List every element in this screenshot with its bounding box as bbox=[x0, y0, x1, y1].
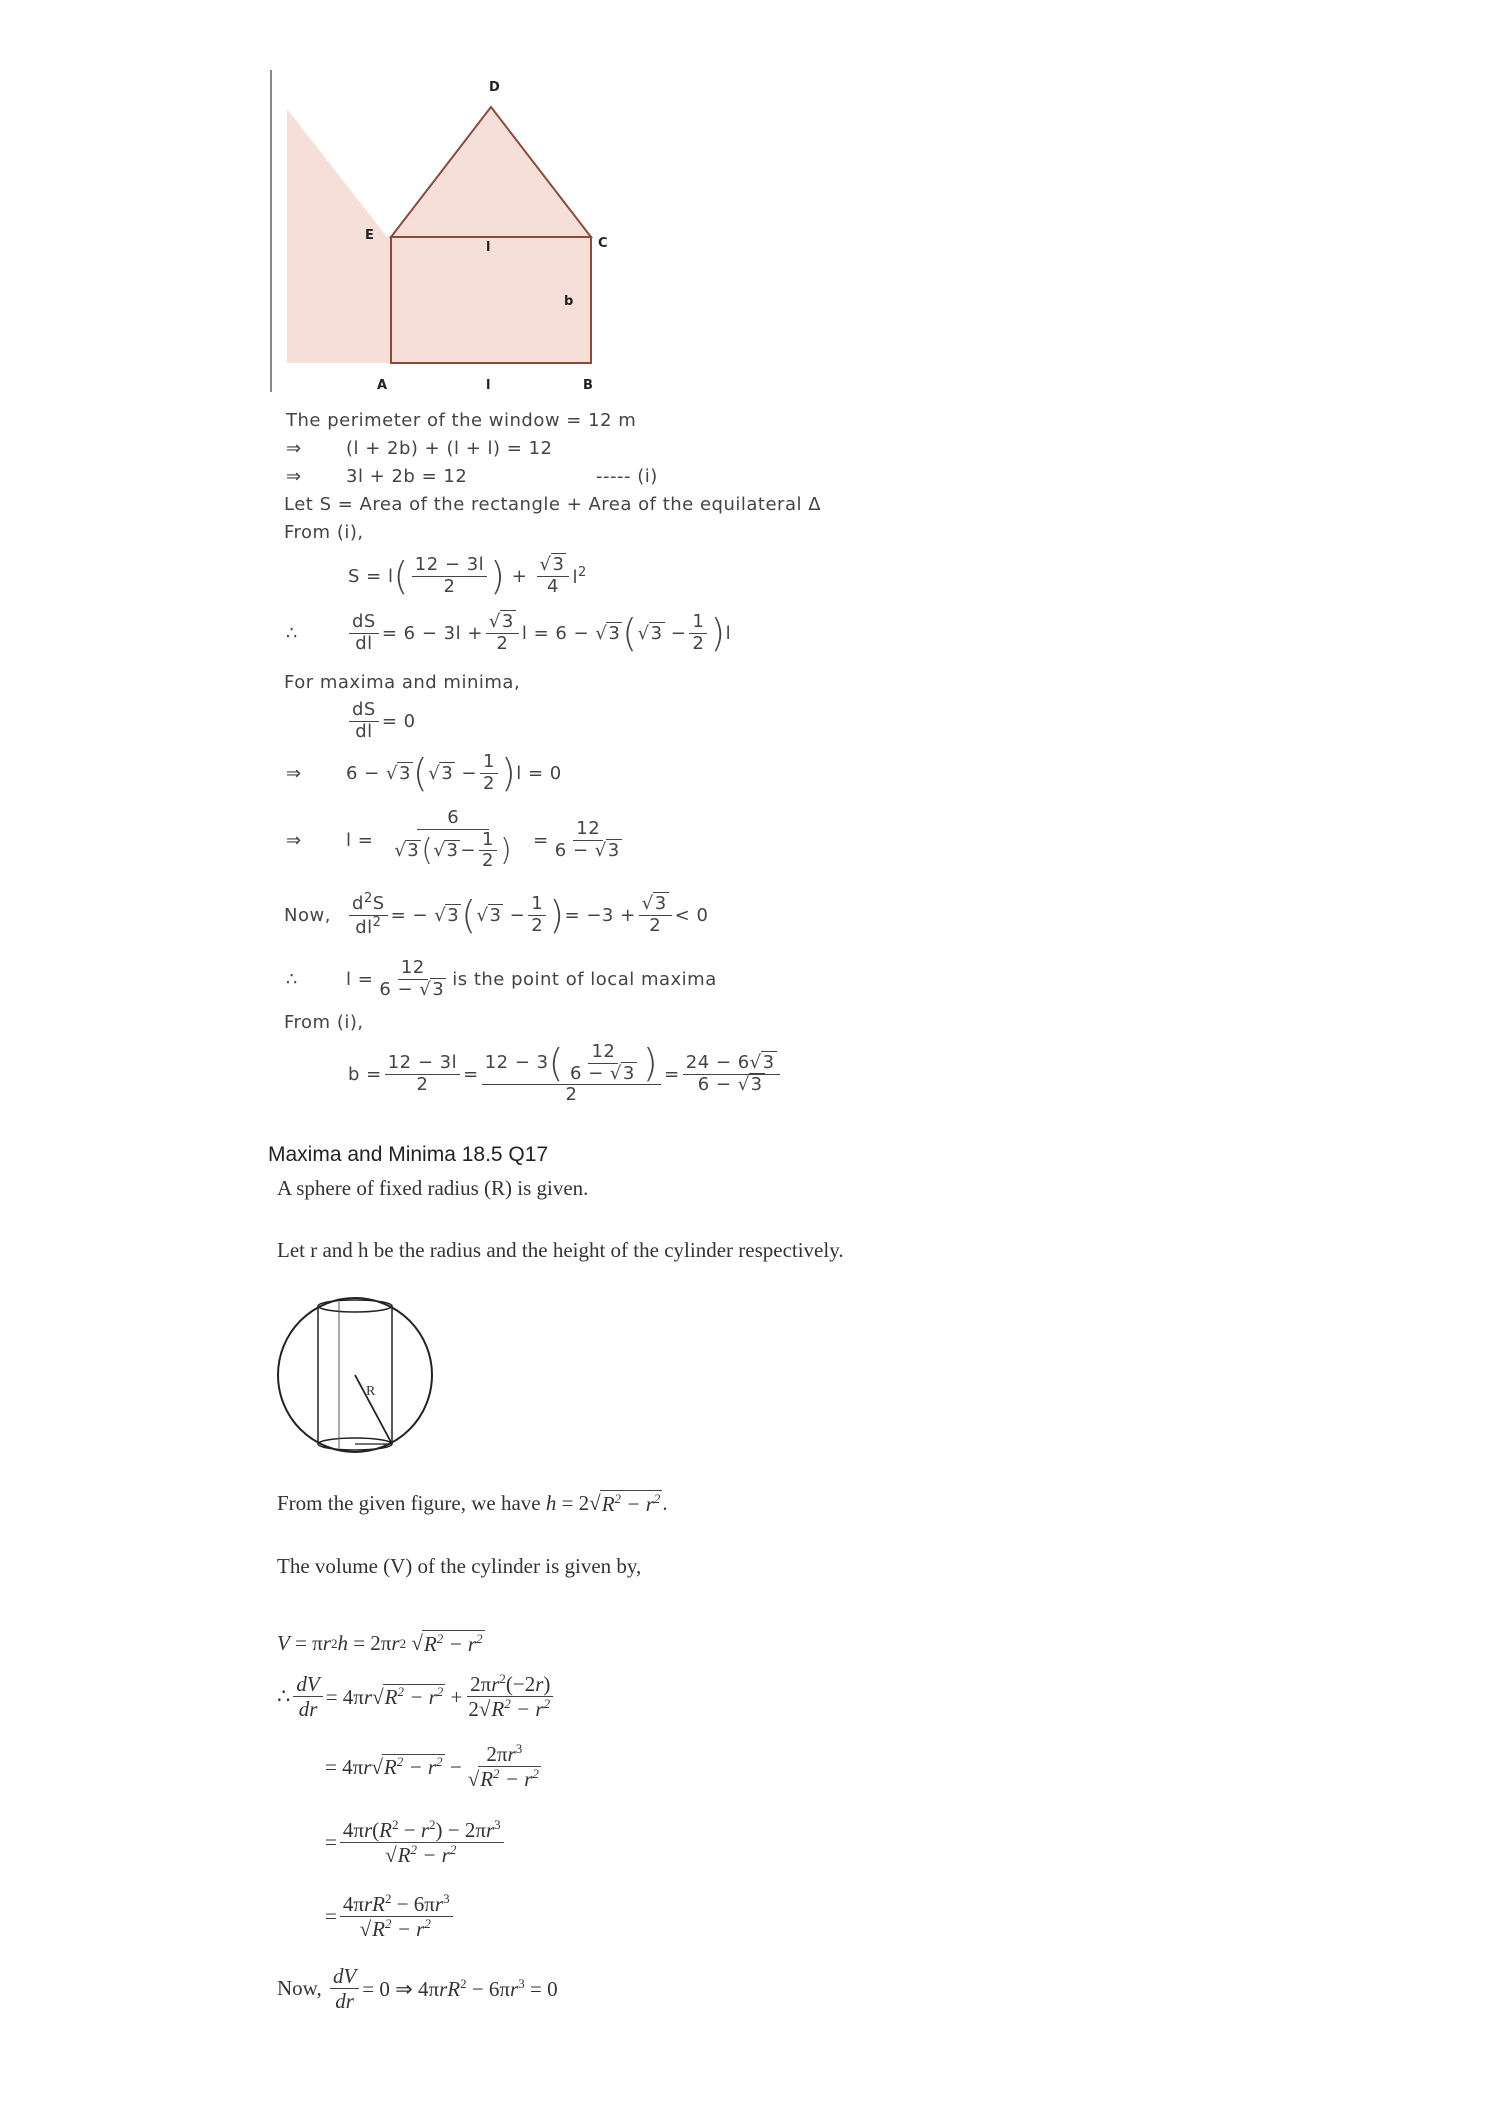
side-b-label: b bbox=[564, 294, 574, 309]
therefore-symbol: ∴ bbox=[286, 968, 298, 990]
vertex-e-label: E bbox=[365, 228, 374, 243]
b-value-equation: b = $\frac{12 - 3l}{2}$ = 12 − 3 ( $\frac{12}{6 - √3}$ ) 2 = $\frac{24 - 6√3}{6 - √3}$ bbox=[348, 1042, 783, 1106]
from-i-line: From (i), bbox=[284, 522, 364, 543]
now-label: Now, bbox=[277, 1976, 322, 2001]
second-derivative: Now, $\frac{d^2S}{dl^2}$ = − √3 ( √3 − $\frac{1}{2}$ ) = −3 + $\frac{√3}{2}$ < 0 bbox=[284, 891, 709, 938]
local-max-text: is the point of local maxima bbox=[452, 968, 717, 990]
q17-heading: Maxima and Minima 18.5 Q17 bbox=[268, 1143, 549, 1166]
local-max-line: ∴ l = $\frac{12}{6 - √3}$ is the point of local maxima bbox=[286, 957, 717, 1000]
implies-symbol: ⇒ bbox=[286, 466, 302, 487]
dv-dr-equation-4: = $\frac{4\pi rR^2 - 6\pi r^3}{√R^2 - r^2}$ bbox=[325, 1892, 456, 1941]
solve-equation: ⇒ 6 − √3 ( √3 − $\frac{1}{2}$ ) l = 0 bbox=[286, 751, 562, 796]
for-max-min-line: For maxima and minima, bbox=[284, 672, 521, 693]
implies-symbol: ⇒ bbox=[286, 829, 302, 851]
vertex-c-label: C bbox=[598, 236, 608, 251]
dv-dr-zero-equation: Now, $\frac{dV}{dr}$ = 0 ⇒ $4\pi rR^2 - 6\pi r^3 = 0$ bbox=[277, 1964, 558, 2014]
vertex-d-label: D bbox=[489, 80, 500, 95]
dv-dr-equation-1: ∴ $\frac{dV}{dr}$ = $4\pi r√R^2 - r^2$ + $\frac{2\pi r^2(-2r)}{2√R^2 - r^2}$ bbox=[277, 1672, 558, 1721]
implies-symbol: ⇒ bbox=[286, 762, 302, 784]
therefore-symbol: ∴ bbox=[286, 622, 298, 644]
step2-equation: 3l + 2b = 12 bbox=[346, 466, 468, 487]
step1-line bbox=[286, 438, 552, 459]
perimeter-line: The perimeter of the window = 12 m bbox=[286, 410, 637, 431]
dv-dr-equation-2: = $4\pi r√R^2 - r^2$ − $\frac{2\pi r^3}{√R^2 - r^2}$ bbox=[325, 1741, 539, 1792]
vertex-a-label: A bbox=[377, 378, 388, 393]
side-l-top-label: l bbox=[486, 240, 491, 255]
l-value-equation: ⇒ l = 6 √ 3 ( √ 3 − $\frac{1}{2}$ ) = $\frac{12}{6 - √3}$ bbox=[286, 807, 620, 872]
radius-r-label: R bbox=[366, 1384, 376, 1399]
ds-dl-zero: $\frac{dS}{dl}$ = 0 bbox=[346, 700, 416, 742]
sphere-cylinder-diagram bbox=[272, 1292, 438, 1458]
window-diagram bbox=[265, 70, 625, 400]
step2-line bbox=[286, 466, 658, 487]
sphere-cylinder-figure bbox=[272, 1292, 438, 1458]
therefore-symbol: ∴ bbox=[277, 1684, 291, 1709]
q17-line2: Let r and h be the radius and the height of the cylinder respectively. bbox=[277, 1238, 844, 1262]
implies-symbol: ⇒ bbox=[286, 438, 302, 459]
let-s-line: Let S = Area of the rectangle + Area of the equilateral Δ bbox=[284, 494, 822, 515]
dv-dr-equation-3: = $\frac{4\pi r(R^2 - r^2) - 2\pi r^3}{√R^2 - r^2}$ bbox=[325, 1818, 507, 1867]
step1-equation: (l + 2b) + (l + l) = 12 bbox=[346, 438, 553, 459]
s-equation: S = l ( $\frac{12 - 3l}{2}$ ) + $\frac{√3}{4}$ $l^2$ bbox=[348, 554, 587, 599]
side-l-bottom-label: l bbox=[486, 378, 491, 393]
volume-equation: V = π r 2 h = 2π r 2 √ $R^2 - r^2$ bbox=[277, 1631, 483, 1656]
equation-tag: ----- (i) bbox=[596, 466, 658, 487]
now-label: Now, bbox=[284, 904, 331, 926]
q17-line1: A sphere of fixed radius (R) is given. bbox=[277, 1176, 589, 1200]
from-i-line-2: From (i), bbox=[284, 1012, 364, 1033]
q17-line3: From the given figure, we have h = 2√ $R^2 - r^2$ . bbox=[277, 1491, 668, 1516]
q17-line4: The volume (V) of the cylinder is given by, bbox=[277, 1554, 642, 1578]
from-figure-text: From the given figure, we have bbox=[277, 1491, 541, 1515]
window-figure bbox=[265, 70, 625, 400]
vertex-b-label: B bbox=[583, 378, 593, 393]
ds-dl-equation: ∴ $\frac{dS}{dl}$ = 6 − 3l + $\frac{√3}{2}$ l = 6 − √3 ( √3 − $\frac{1}{2}$ ) l bbox=[286, 611, 732, 656]
